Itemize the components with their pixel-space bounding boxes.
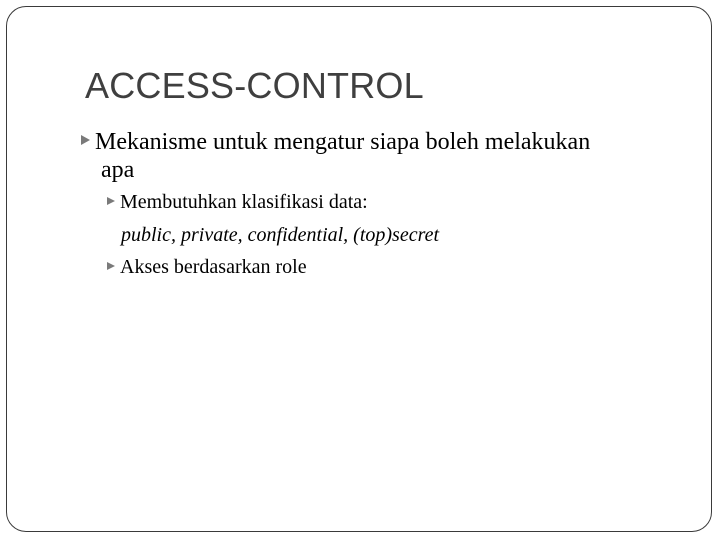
bullet-text-continuation: public, private, confidential, (top)secret bbox=[121, 224, 440, 246]
bullet-text-continuation: apa bbox=[101, 157, 135, 183]
slide-title: ACCESS-CONTROL bbox=[85, 65, 424, 106]
bullet-level2 bbox=[107, 191, 368, 214]
bullet-level1 bbox=[81, 129, 590, 156]
triangle-right-icon bbox=[81, 135, 90, 145]
triangle-right-icon bbox=[107, 197, 115, 205]
triangle-right-icon bbox=[107, 262, 115, 270]
bullet-text: Akses berdasarkan role bbox=[120, 256, 307, 278]
bullet-level2 bbox=[107, 256, 307, 279]
bullet-text: Membutuhkan klasifikasi data: bbox=[120, 191, 368, 213]
slide-frame bbox=[6, 6, 712, 532]
bullet-text: Mekanisme untuk mengatur siapa boleh melakukan bbox=[95, 129, 591, 155]
